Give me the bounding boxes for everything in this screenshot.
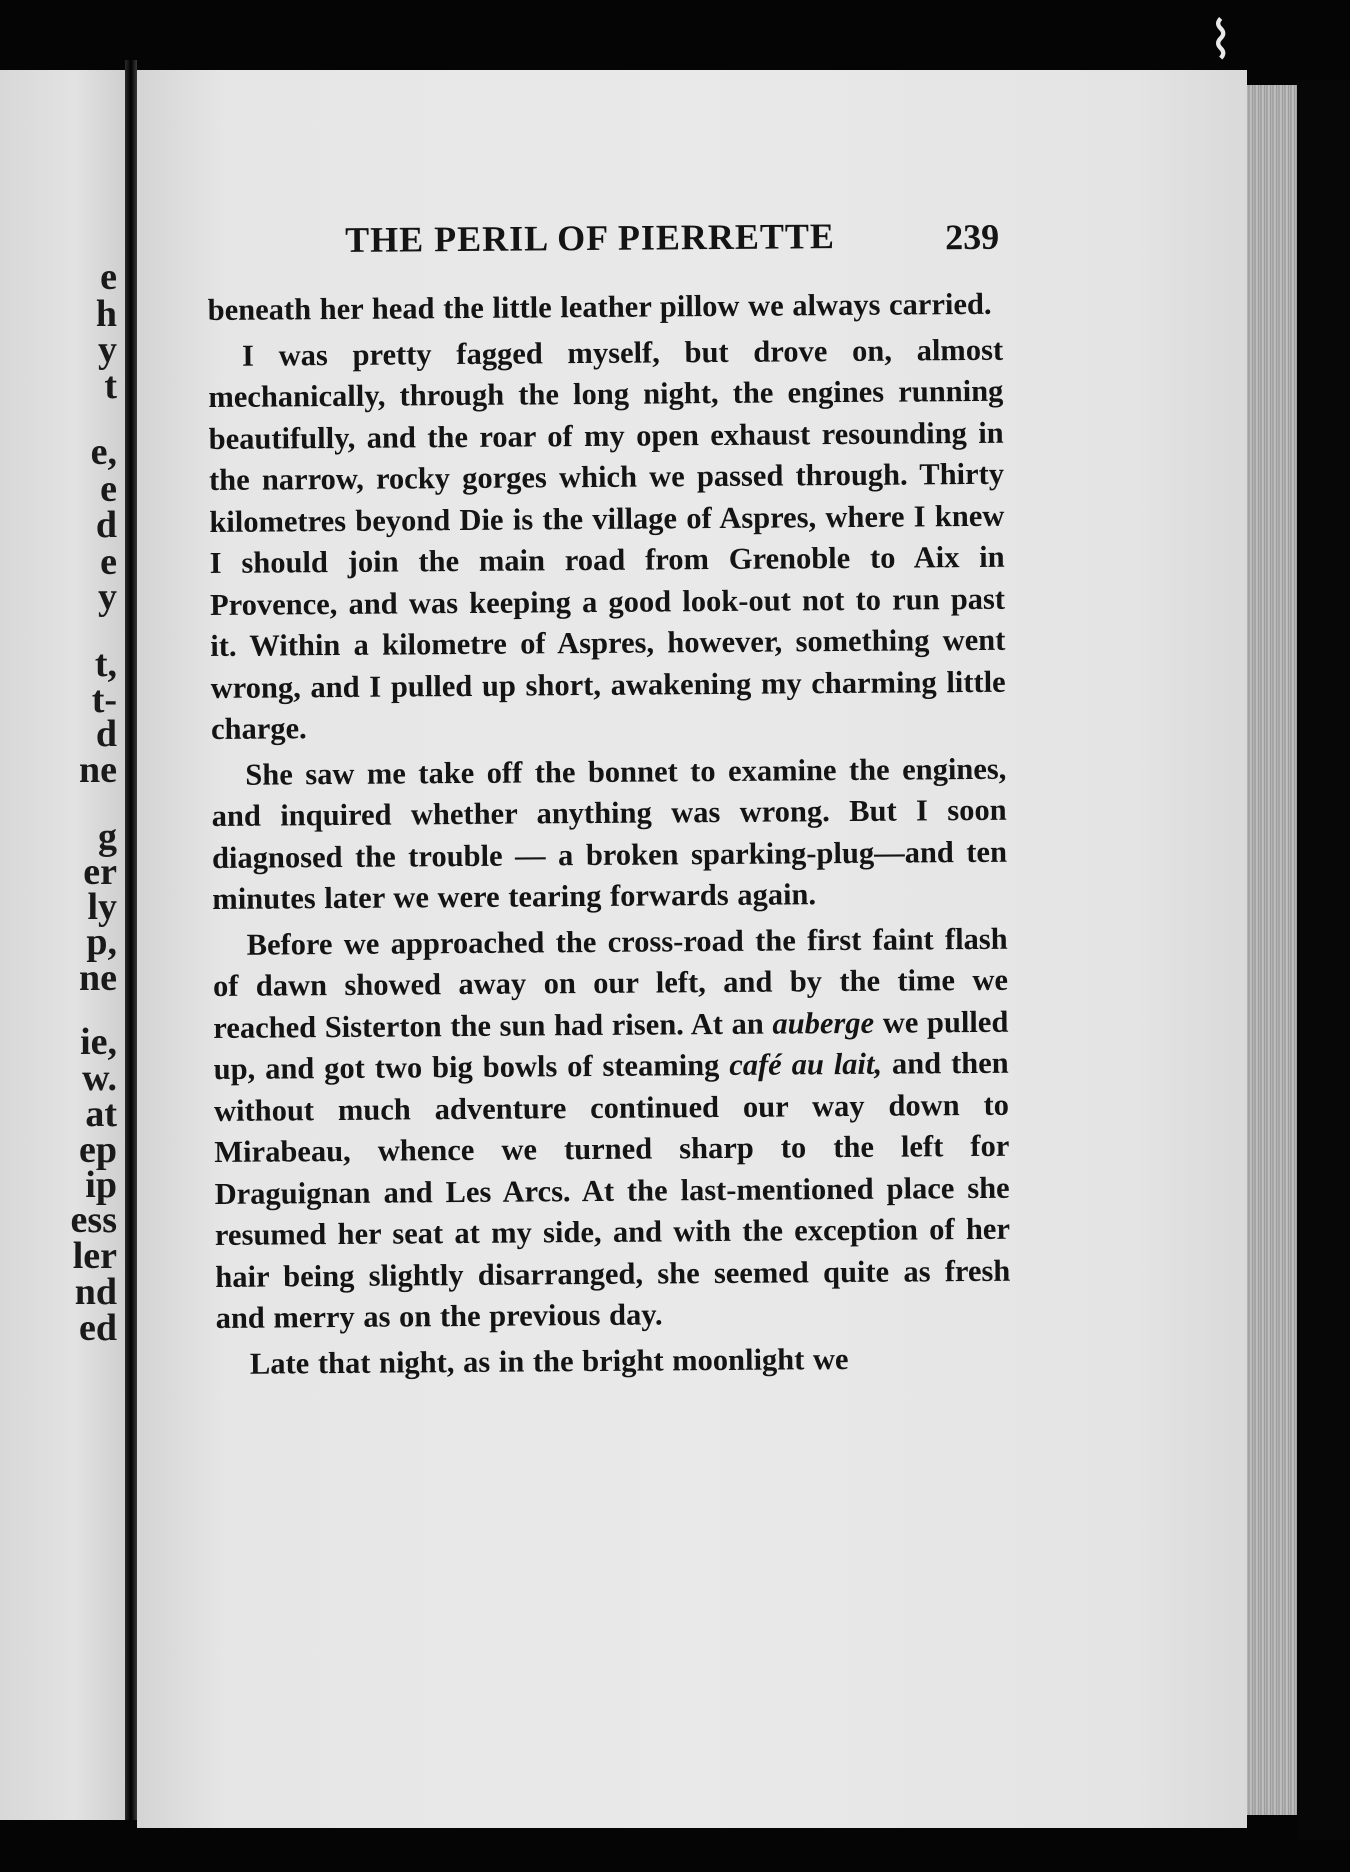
- paragraph: I was pretty fagged myself, but drove on, almost mechanically, through the long night, the engines running beautifully, and the roar of my open exhaust resounding in the narrow, rocky gorges which we passed through. Thirty kilometres beyond Die is the village of Aspres, where I knew I should join the main road from Grenoble to Aix in Provence, and was keeping a good look-out not to run past it. Within a kilometre of Aspres, however, something went wrong, and I pulled up short, awakening my charming little charge.: [208, 332, 1006, 746]
- fragment: y: [98, 576, 117, 618]
- paragraph-text: Before we approached the cross-road the first faint flash of dawn showed away on our left, and by the time we reached Sisterton the sun had risen. At an: [212, 921, 1009, 1045]
- book-gutter: [125, 60, 137, 1820]
- italic-word: auberge: [772, 1005, 875, 1041]
- page-number: 239: [945, 216, 1000, 258]
- fragment: e: [100, 468, 117, 510]
- fragment: y: [98, 329, 117, 371]
- paragraph: She saw me take off the bonnet to examine the engines, and inquired whether anything was wrong. But I soon diagnosed the trouble — a broken sparking-plug—and ten minutes later we were tearing forwards again.: [211, 751, 1008, 916]
- paragraph: [213, 918, 1011, 1339]
- fragment: ep: [79, 1129, 117, 1171]
- paragraph-text: we pulled up, and got two big bowls of steaming: [213, 1004, 1009, 1086]
- page-stack-edges: [1247, 85, 1297, 1815]
- fragment: ler: [72, 1235, 117, 1277]
- fragment: t: [104, 365, 117, 407]
- page-text: [207, 214, 1011, 1385]
- fragment: ly: [87, 886, 117, 928]
- background-right: [1297, 80, 1350, 1840]
- running-head-title: THE PERIL OF PIERRETTE: [345, 216, 836, 260]
- fragment: ip: [85, 1164, 117, 1206]
- fragment: e: [100, 256, 117, 298]
- fragment: ne: [79, 957, 117, 999]
- italic-phrase: café au lait,: [729, 1046, 883, 1082]
- fragment: e,: [90, 431, 117, 473]
- fragment: t,: [94, 643, 117, 685]
- fragment: e: [100, 541, 117, 583]
- fragment: ie,: [80, 1021, 117, 1063]
- paragraph-text: and then without much adventure continued our way down to Mirabeau, whence we turned sharp to the left for Draguignan and Les Arcs. At the last-mentioned place she resumed her seat at my side, and with the exception of her hair being slightly disarranged, she seemed quite as fresh and merry as on the previous day.: [213, 1045, 1011, 1335]
- previous-page-edge: [0, 70, 125, 1820]
- fragment: w.: [82, 1057, 117, 1099]
- fragment: ess: [70, 1199, 117, 1241]
- fragment: d: [95, 504, 117, 546]
- paragraph-continued: beneath her head the little leather pillow we always carried.: [207, 286, 992, 327]
- fragment: p,: [86, 921, 117, 963]
- fragment: at: [85, 1093, 117, 1135]
- fragment: g: [98, 816, 117, 858]
- fragment: ed: [79, 1307, 117, 1349]
- fragment: h: [95, 293, 117, 335]
- clip-mark: ⌇: [1208, 11, 1234, 71]
- fragment: nd: [74, 1271, 117, 1313]
- fragment: d: [95, 713, 117, 755]
- running-head: [207, 214, 1003, 290]
- paragraph-last-line: Late that night, as in the bright moonlight we: [249, 1341, 849, 1381]
- fragment: ne: [79, 749, 117, 791]
- fragment: t-: [91, 679, 117, 721]
- fragment: er: [83, 851, 117, 893]
